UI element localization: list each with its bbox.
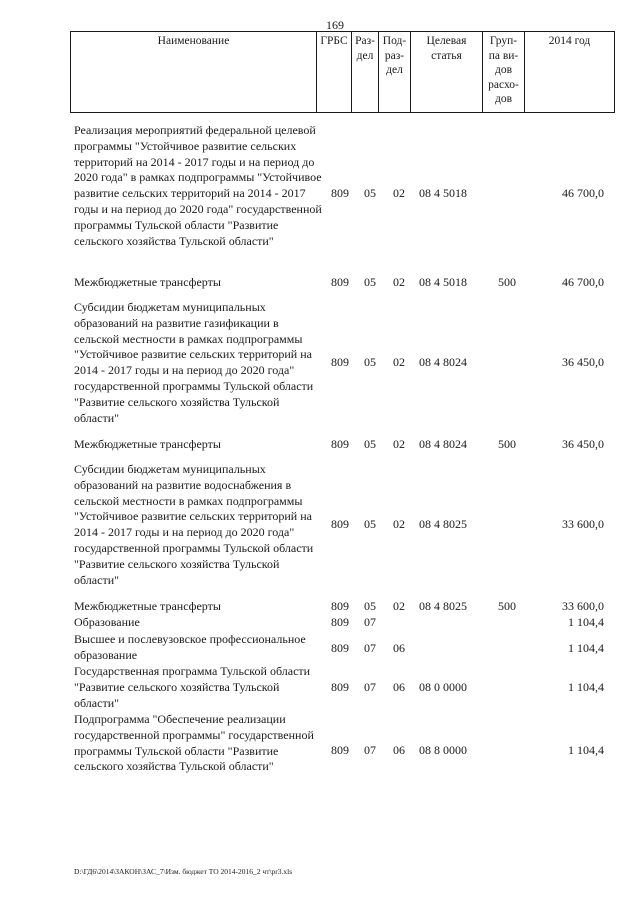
- row-amount: 33 600,0: [562, 517, 604, 531]
- row-name: Образование: [74, 615, 140, 629]
- row-vid: 500: [498, 437, 516, 451]
- row-razdel: 05: [364, 517, 376, 531]
- row-amount: 46 700,0: [562, 275, 604, 289]
- row-podrazdel: 02: [393, 275, 405, 289]
- row-grbs: 809: [331, 599, 349, 613]
- row-amount: 46 700,0: [562, 186, 604, 200]
- row-grbs: 809: [331, 680, 349, 694]
- row-razdel: 05: [364, 186, 376, 200]
- header-grbs: ГРБС: [317, 32, 352, 112]
- row-razdel: 07: [364, 680, 376, 694]
- row-podrazdel: 02: [393, 517, 405, 531]
- row-name: Высшее и послевузовское профессиональное образование: [74, 632, 306, 662]
- row-statya: 08 4 8024: [419, 437, 467, 451]
- row-razdel: 07: [364, 743, 376, 757]
- row-grbs: 809: [331, 275, 349, 289]
- header-name: Наименование: [70, 32, 317, 112]
- table-header: [70, 31, 615, 113]
- row-amount: 36 450,0: [562, 355, 604, 369]
- row-razdel: 07: [364, 641, 376, 655]
- row-vid: 500: [498, 599, 516, 613]
- header-razdel: Раз- дел: [352, 32, 379, 112]
- row-amount: 1 104,4: [568, 641, 604, 655]
- row-statya: 08 4 8025: [419, 517, 467, 531]
- row-grbs: 809: [331, 517, 349, 531]
- row-name: Субсидии бюджетам муниципальных образований на развитие газификации в сельской местности в рамках подпрограммы "Устойчивое развитие сельских территорий на 2014 - 2017 годы и на период до 2020 года" государственной программы Тульской области "Развитие сельского хозяйства Тульской области": [74, 300, 314, 425]
- row-name: Межбюджетные трансферты: [74, 599, 221, 613]
- row-razdel: 05: [364, 275, 376, 289]
- header-podrazdel: Под- раз- дел: [379, 32, 411, 112]
- row-podrazdel: 06: [393, 680, 405, 694]
- row-statya: 08 0 0000: [419, 680, 467, 694]
- row-statya: 08 8 0000: [419, 743, 467, 757]
- row-grbs: 809: [331, 355, 349, 369]
- row-grbs: 809: [331, 615, 349, 629]
- row-statya: 08 4 8025: [419, 599, 467, 613]
- row-name: Межбюджетные трансферты: [74, 437, 221, 451]
- header-statya: Целевая статья: [411, 32, 483, 112]
- row-podrazdel: 02: [393, 186, 405, 200]
- row-grbs: 809: [331, 186, 349, 200]
- row-razdel: 07: [364, 615, 376, 629]
- row-grbs: 809: [331, 641, 349, 655]
- row-name: Реализация мероприятий федеральной целевой программы "Устойчивое развитие сельских территорий на 2014 - 2017 годы и на период до 2020 года" в рамках подпрограммы "Устойчивое развитие сельских территорий на 2014 - 2017 годы и на период до 2020 года" государственной программы Тульской области "Развитие сельского хозяйства Тульской области": [74, 123, 322, 248]
- row-name: Межбюджетные трансферты: [74, 275, 221, 289]
- row-podrazdel: 06: [393, 743, 405, 757]
- footer-filepath: D:\ГД6\2014\ЗАКОН\ЗАС_7\Изм. бюджет ТО 2014-2016_2 чт\pr3.xls: [74, 867, 293, 876]
- row-razdel: 05: [364, 437, 376, 451]
- row-statya: 08 4 5018: [419, 275, 467, 289]
- row-amount: 36 450,0: [562, 437, 604, 451]
- page-number: 169: [326, 18, 344, 32]
- row-vid: 500: [498, 275, 516, 289]
- row-razdel: 05: [364, 599, 376, 613]
- header-year: 2014 год: [525, 32, 615, 112]
- row-name: Подпрограмма "Обеспечение реализации государственной программы" государственной программы Тульской области "Развитие сельского хозяйства Тульской области": [74, 712, 314, 774]
- row-statya: 08 4 5018: [419, 186, 467, 200]
- row-podrazdel: 02: [393, 437, 405, 451]
- row-amount: 33 600,0: [562, 599, 604, 613]
- header-vid: Груп- па ви- дов расхо- дов: [483, 32, 525, 112]
- row-podrazdel: 06: [393, 641, 405, 655]
- row-name: Государственная программа Тульской области "Развитие сельского хозяйства Тульской области": [74, 664, 311, 710]
- row-statya: 08 4 8024: [419, 355, 467, 369]
- row-razdel: 05: [364, 355, 376, 369]
- row-name: Субсидии бюджетам муниципальных образований на развитие водоснабжения в сельской местности в рамках подпрограммы "Устойчивое развитие сельских территорий на 2014 - 2017 годы и на период до 2020 года" государственной программы Тульской области "Развитие сельского хозяйства Тульской области": [74, 462, 314, 587]
- row-podrazdel: 02: [393, 599, 405, 613]
- row-grbs: 809: [331, 437, 349, 451]
- row-amount: 1 104,4: [568, 615, 604, 629]
- row-amount: 1 104,4: [568, 743, 604, 757]
- row-grbs: 809: [331, 743, 349, 757]
- row-podrazdel: 02: [393, 355, 405, 369]
- row-amount: 1 104,4: [568, 680, 604, 694]
